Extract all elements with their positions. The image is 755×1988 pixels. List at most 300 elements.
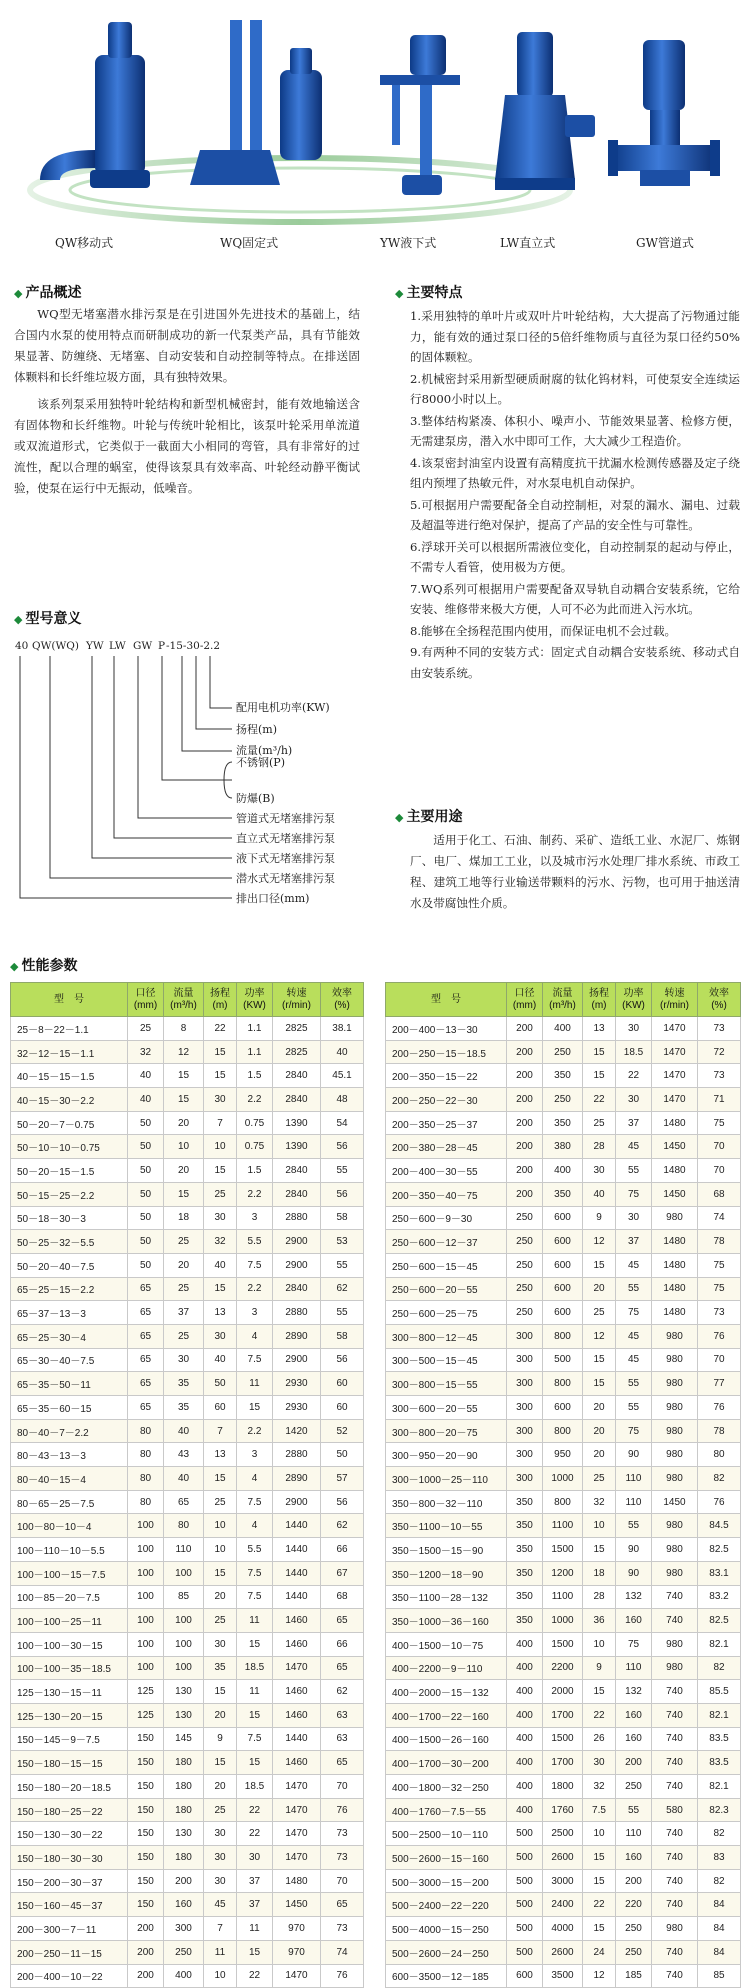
perf-cell-model: 300－800－12－45 [386,1324,507,1348]
perf-cell-model: 400－2000－15－132 [386,1680,507,1704]
perf-cell-model: 500－2600－15－160 [386,1846,507,1870]
perf-cell-diameter: 500 [507,1940,543,1964]
perf-cell-efficiency: 50 [321,1443,364,1467]
perf-cell-flow: 25 [164,1230,204,1254]
perf-cell-head: 9 [583,1656,616,1680]
perf-header-head: 扬程 (m) [583,983,616,1017]
perf-cell-diameter: 50 [128,1230,164,1254]
perf-cell-head: 10 [583,1632,616,1656]
perf-cell-flow: 100 [164,1632,204,1656]
perf-cell-head: 15 [583,1846,616,1870]
perf-cell-efficiency: 48 [321,1088,364,1112]
perf-cell-diameter: 400 [507,1680,543,1704]
perf-cell-efficiency: 56 [321,1182,364,1206]
perf-cell-efficiency: 70 [321,1869,364,1893]
perf-cell-power: 22 [616,1064,652,1088]
perf-cell-efficiency: 74 [698,1206,741,1230]
table-row [11,1727,364,1751]
perf-cell-efficiency: 78 [698,1419,741,1443]
perf-cell-power: 22 [237,1822,273,1846]
perf-cell-head: 9 [204,1727,237,1751]
table-row [11,1372,364,1396]
perf-cell-model: 50－18－30－3 [11,1206,128,1230]
perf-cell-efficiency: 83 [698,1846,741,1870]
perf-cell-power: 160 [616,1727,652,1751]
perf-cell-power: 75 [616,1632,652,1656]
perf-cell-power: 15 [237,1751,273,1775]
perf-cell-model: 150－160－45－37 [11,1893,128,1917]
perf-cell-model: 32－12－15－1.1 [11,1040,128,1064]
perf-cell-diameter: 80 [128,1443,164,1467]
perf-cell-model: 600－3500－12－185 [386,1964,507,1988]
perf-cell-efficiency: 73 [698,1301,741,1325]
perf-cell-flow: 100 [164,1609,204,1633]
perf-cell-efficiency: 82.1 [698,1632,741,1656]
perf-cell-flow: 40 [164,1419,204,1443]
perf-cell-diameter: 80 [128,1419,164,1443]
table-row [386,1277,741,1301]
perf-cell-head: 22 [583,1703,616,1727]
perf-cell-efficiency: 73 [321,1822,364,1846]
perf-cell-head: 25 [583,1467,616,1491]
perf-cell-efficiency: 38.1 [321,1017,364,1041]
perf-cell-diameter: 400 [507,1632,543,1656]
perf-cell-model: 300－950－20－90 [386,1443,507,1467]
table-row [11,1822,364,1846]
table-row [11,1443,364,1467]
perf-cell-head: 30 [583,1159,616,1183]
perf-cell-speed: 1480 [652,1253,698,1277]
perf-cell-speed: 980 [652,1348,698,1372]
perf-cell-flow: 300 [164,1917,204,1941]
perf-cell-speed: 740 [652,1609,698,1633]
perf-cell-power: 2.2 [237,1182,273,1206]
perf-cell-power: 7.5 [237,1561,273,1585]
table-row [11,1846,364,1870]
perf-cell-efficiency: 62 [321,1514,364,1538]
perf-cell-power: 160 [616,1846,652,1870]
perf-cell-speed: 980 [652,1206,698,1230]
table-row [386,1632,741,1656]
perf-cell-model: 350－1000－36－160 [386,1609,507,1633]
perf-cell-speed: 980 [652,1443,698,1467]
perf-cell-head: 15 [583,1680,616,1704]
perf-cell-power: 110 [616,1467,652,1491]
perf-cell-power: 110 [616,1656,652,1680]
perf-cell-efficiency: 83.5 [698,1751,741,1775]
table-row [386,1822,741,1846]
table-row [11,1964,364,1988]
perf-cell-head: 25 [204,1490,237,1514]
perf-cell-speed: 740 [652,1775,698,1799]
perf-cell-head: 15 [204,1040,237,1064]
perf-table-right [385,982,741,1988]
label-vertical-pump: 直立式无堵塞排污泵 [236,832,335,845]
perf-cell-diameter: 65 [128,1277,164,1301]
perf-cell-power: 132 [616,1585,652,1609]
perf-cell-diameter: 50 [128,1159,164,1183]
perf-cell-flow: 100 [164,1561,204,1585]
table-row [11,1230,364,1254]
perf-cell-flow: 1100 [543,1585,583,1609]
table-row [11,1775,364,1799]
perf-cell-efficiency: 82 [698,1822,741,1846]
perf-cell-efficiency: 67 [321,1561,364,1585]
perf-cell-model: 500－4000－15－250 [386,1917,507,1941]
perf-cell-speed: 1440 [273,1538,321,1562]
table-row [386,1561,741,1585]
table-row [11,1490,364,1514]
perf-cell-model: 200－350－40－75 [386,1182,507,1206]
perf-cell-head: 20 [204,1585,237,1609]
perf-cell-flow: 400 [164,1964,204,1988]
table-row [11,1893,364,1917]
perf-cell-head: 13 [583,1017,616,1041]
perf-cell-efficiency: 55 [321,1301,364,1325]
table-row [386,1348,741,1372]
perf-cell-model: 400－2200－9－110 [386,1656,507,1680]
perf-cell-flow: 1500 [543,1632,583,1656]
perf-cell-head: 13 [204,1443,237,1467]
perf-cell-power: 15 [237,1632,273,1656]
perf-cell-diameter: 300 [507,1324,543,1348]
perf-cell-head: 45 [204,1893,237,1917]
perf-cell-model: 350－1100－10－55 [386,1514,507,1538]
perf-cell-head: 7 [204,1917,237,1941]
perf-cell-speed: 2840 [273,1277,321,1301]
perf-cell-speed: 2840 [273,1159,321,1183]
perf-cell-flow: 250 [543,1088,583,1112]
feature-item: 6.浮球开关可以根据所需液位变化，自动控制泵的起动与停止，不需专人看管，使用极为方便。 [410,539,740,574]
perf-cell-diameter: 200 [507,1040,543,1064]
perf-cell-head: 12 [583,1324,616,1348]
perf-cell-power: 7.5 [237,1727,273,1751]
perf-cell-model: 50－25－32－5.5 [11,1230,128,1254]
perf-cell-speed: 980 [652,1467,698,1491]
perf-cell-diameter: 150 [128,1846,164,1870]
perf-cell-power: 7.5 [237,1253,273,1277]
perf-cell-flow: 2000 [543,1680,583,1704]
perf-cell-flow: 37 [164,1301,204,1325]
perf-cell-model: 100－100－30－15 [11,1632,128,1656]
perf-cell-diameter: 100 [128,1514,164,1538]
table-row [386,1964,741,1988]
features-heading: ◆ 主要特点 [395,285,463,301]
perf-cell-speed: 2825 [273,1040,321,1064]
perf-cell-model: 250－600－9－30 [386,1206,507,1230]
table-row [11,1206,364,1230]
perf-cell-power: 200 [616,1751,652,1775]
perf-cell-model: 500－2600－24－250 [386,1940,507,1964]
perf-cell-efficiency: 85.5 [698,1680,741,1704]
perf-cell-flow: 380 [543,1135,583,1159]
perf-cell-flow: 600 [543,1277,583,1301]
perf-cell-power: 37 [237,1869,273,1893]
table-row [386,1703,741,1727]
perf-cell-flow: 20 [164,1159,204,1183]
pump-label-yw: YW液下式 [380,236,437,250]
perf-cell-power: 55 [616,1277,652,1301]
table-row [386,1917,741,1941]
perf-cell-speed: 2880 [273,1443,321,1467]
perf-cell-speed: 2880 [273,1206,321,1230]
perf-cell-speed: 970 [273,1917,321,1941]
qw-pump-icon [40,22,150,188]
perf-cell-efficiency: 65 [321,1893,364,1917]
perf-cell-speed: 2880 [273,1301,321,1325]
table-row [386,1680,741,1704]
perf-cell-model: 65－25－15－2.2 [11,1277,128,1301]
feature-item: 8.能够在全扬程范围内使用，而保证电机不会过载。 [410,623,677,638]
perf-cell-model: 100－100－25－11 [11,1609,128,1633]
perf-cell-model: 350－1500－15－90 [386,1538,507,1562]
perf-cell-power: 18.5 [237,1775,273,1799]
perf-cell-speed: 2890 [273,1467,321,1491]
perf-cell-diameter: 400 [507,1703,543,1727]
perf-cell-model: 350－1100－28－132 [386,1585,507,1609]
perf-cell-flow: 1760 [543,1798,583,1822]
perf-cell-speed: 1440 [273,1727,321,1751]
perf-cell-diameter: 200 [128,1940,164,1964]
perf-cell-flow: 1000 [543,1467,583,1491]
perf-cell-diameter: 200 [128,1917,164,1941]
perf-cell-flow: 180 [164,1751,204,1775]
perf-cell-speed: 580 [652,1798,698,1822]
perf-cell-model: 200－350－15－22 [386,1064,507,1088]
perf-cell-diameter: 200 [507,1135,543,1159]
perf-header-efficiency: 效率 (%) [698,983,741,1017]
perf-cell-flow: 1200 [543,1561,583,1585]
perf-cell-model: 400－1760－7.5－55 [386,1798,507,1822]
perf-cell-efficiency: 52 [321,1419,364,1443]
perf-cell-speed: 1450 [652,1182,698,1206]
perf-cell-diameter: 500 [507,1869,543,1893]
perf-cell-diameter: 150 [128,1751,164,1775]
perf-cell-model: 125－130－20－15 [11,1703,128,1727]
perf-cell-flow: 2600 [543,1846,583,1870]
perf-cell-diameter: 25 [128,1017,164,1041]
perf-cell-head: 15 [204,1561,237,1585]
model-meaning-heading: ◆ 型号意义 [14,611,82,627]
table-row [386,1467,741,1491]
table-row [11,1277,364,1301]
perf-cell-model: 65－30－40－7.5 [11,1348,128,1372]
perf-cell-efficiency: 56 [321,1490,364,1514]
perf-cell-head: 10 [583,1514,616,1538]
perf-cell-efficiency: 62 [321,1680,364,1704]
perf-cell-power: 110 [616,1822,652,1846]
pump-label-gw: GW管道式 [636,236,694,250]
perf-cell-speed: 980 [652,1561,698,1585]
perf-cell-flow: 1500 [543,1538,583,1562]
perf-cell-speed: 1470 [273,1846,321,1870]
perf-cell-speed: 1480 [652,1159,698,1183]
perf-cell-head: 25 [204,1182,237,1206]
perf-cell-efficiency: 78 [698,1230,741,1254]
perf-header-row [386,983,741,1017]
perf-cell-efficiency: 66 [321,1538,364,1562]
perf-cell-head: 15 [204,1159,237,1183]
perf-cell-speed: 1460 [273,1751,321,1775]
perf-cell-model: 40－15－15－1.5 [11,1064,128,1088]
table-row [11,1040,364,1064]
pump-label-qw: QW移动式 [55,236,114,250]
perf-cell-model: 50－15－25－2.2 [11,1182,128,1206]
perf-cell-flow: 15 [164,1088,204,1112]
perf-cell-flow: 12 [164,1040,204,1064]
perf-cell-flow: 1000 [543,1609,583,1633]
perf-cell-model: 200－300－7－11 [11,1917,128,1941]
perf-cell-efficiency: 84 [698,1893,741,1917]
label-pipeline-pump: 管道式无堵塞排污泵 [236,812,335,825]
table-row [11,1514,364,1538]
perf-cell-flow: 600 [543,1230,583,1254]
perf-cell-model: 200－250－22－30 [386,1088,507,1112]
label-explosion-proof: 防爆(B) [236,792,275,805]
perf-cell-diameter: 400 [507,1798,543,1822]
perf-table-left [10,982,364,1988]
perf-cell-model: 100－100－35－18.5 [11,1656,128,1680]
table-row [386,1490,741,1514]
perf-cell-speed: 2840 [273,1088,321,1112]
table-row [11,1656,364,1680]
perf-cell-efficiency: 76 [698,1324,741,1348]
perf-cell-diameter: 300 [507,1467,543,1491]
table-row [11,1064,364,1088]
perf-cell-diameter: 300 [507,1443,543,1467]
code-part-gw: GW [133,640,153,652]
label-head: 扬程(m) [236,723,278,736]
perf-cell-speed: 980 [652,1396,698,1420]
perf-cell-head: 15 [204,1064,237,1088]
perf-cell-power: 220 [616,1893,652,1917]
perf-cell-diameter: 65 [128,1348,164,1372]
table-row [11,1869,364,1893]
table-row [11,1301,364,1325]
perf-cell-flow: 3500 [543,1964,583,1988]
perf-cell-model: 350－800－32－110 [386,1490,507,1514]
perf-cell-efficiency: 84 [698,1917,741,1941]
perf-cell-speed: 2930 [273,1372,321,1396]
perf-cell-head: 20 [583,1443,616,1467]
product-hero [0,0,755,255]
perf-cell-model: 400－1500－10－75 [386,1632,507,1656]
perf-cell-speed: 1460 [273,1609,321,1633]
perf-cell-flow: 4000 [543,1917,583,1941]
perf-cell-diameter: 150 [128,1798,164,1822]
table-row [386,1798,741,1822]
perf-header-flow: 流量 (m³/h) [164,983,204,1017]
perf-cell-flow: 180 [164,1798,204,1822]
perf-cell-flow: 25 [164,1277,204,1301]
perf-cell-power: 90 [616,1561,652,1585]
perf-cell-efficiency: 73 [321,1917,364,1941]
overview-heading: ◆ 产品概述 [14,285,82,301]
perf-cell-model: 100－100－15－7.5 [11,1561,128,1585]
perf-cell-model: 65－35－60－15 [11,1396,128,1420]
perf-cell-efficiency: 65 [321,1656,364,1680]
perf-cell-power: 30 [616,1088,652,1112]
perf-cell-power: 45 [616,1324,652,1348]
perf-cell-power: 250 [616,1917,652,1941]
perf-cell-speed: 1470 [273,1656,321,1680]
perf-cell-diameter: 50 [128,1135,164,1159]
perf-cell-model: 150－180－30－30 [11,1846,128,1870]
perf-cell-speed: 1450 [652,1490,698,1514]
perf-cell-model: 200－250－15－18.5 [386,1040,507,1064]
perf-cell-head: 10 [204,1135,237,1159]
overview-paragraph: 该系列泵采用独特叶轮结构和新型机械密封，能有效地输送含有固体物和长纤维物。叶轮与传统叶轮相比，该泵叶轮采用单流道或双流道形式，它类似于一截面大小相同的弯管，具有非常好的过流性，配以合理的蜗室，使得该泵具有效率高、叶轮经动静平衡试验，使泵在运行中无振动，低噪音。 [14,397,360,495]
perf-cell-flow: 800 [543,1324,583,1348]
perf-cell-efficiency: 76 [698,1490,741,1514]
perf-cell-speed: 2825 [273,1017,321,1041]
table-row [11,1088,364,1112]
perf-cell-head: 20 [583,1277,616,1301]
perf-cell-flow: 800 [543,1490,583,1514]
feature-item: 7.WQ系列可根据用户需要配备双导轨自动耦合安装系统，它给安装、维修带来极大方便，人可不必为此而进入污水坑。 [410,581,740,616]
perf-cell-head: 40 [204,1348,237,1372]
perf-cell-model: 50－20－15－1.5 [11,1159,128,1183]
perf-cell-speed: 980 [652,1324,698,1348]
perf-cell-efficiency: 56 [321,1135,364,1159]
perf-cell-speed: 1440 [273,1514,321,1538]
perf-cell-power: 110 [616,1490,652,1514]
perf-cell-efficiency: 82.1 [698,1703,741,1727]
table-row [386,1869,741,1893]
perf-cell-head: 15 [204,1751,237,1775]
perf-cell-flow: 2400 [543,1893,583,1917]
perf-cell-power: 3 [237,1206,273,1230]
perf-cell-flow: 10 [164,1135,204,1159]
perf-cell-flow: 1500 [543,1727,583,1751]
perf-cell-diameter: 32 [128,1040,164,1064]
perf-cell-diameter: 100 [128,1609,164,1633]
perf-header-model: 型 号 [386,983,507,1017]
perf-cell-model: 400－1700－30－200 [386,1751,507,1775]
perf-cell-diameter: 350 [507,1561,543,1585]
perf-cell-diameter: 80 [128,1467,164,1491]
label-outlet-diameter: 排出口径(mm) [236,892,310,905]
table-row [11,1182,364,1206]
perf-cell-head: 60 [204,1396,237,1420]
perf-cell-speed: 980 [652,1917,698,1941]
perf-cell-efficiency: 58 [321,1324,364,1348]
perf-cell-head: 25 [583,1301,616,1325]
perf-cell-efficiency: 57 [321,1467,364,1491]
perf-cell-flow: 130 [164,1822,204,1846]
perf-cell-flow: 110 [164,1538,204,1562]
perf-cell-speed: 970 [273,1940,321,1964]
perf-cell-model: 150－180－20－18.5 [11,1775,128,1799]
table-row [11,1703,364,1727]
perf-cell-efficiency: 70 [698,1348,741,1372]
perf-cell-speed: 1460 [273,1703,321,1727]
perf-cell-power: 5.5 [237,1230,273,1254]
perf-cell-flow: 1100 [543,1514,583,1538]
perf-cell-efficiency: 70 [698,1135,741,1159]
perf-cell-power: 11 [237,1609,273,1633]
pump-illustrations [0,0,755,232]
perf-cell-head: 30 [204,1088,237,1112]
perf-cell-head: 32 [204,1230,237,1254]
perf-cell-diameter: 300 [507,1396,543,1420]
table-row [386,1585,741,1609]
perf-header-flow: 流量 (m³/h) [543,983,583,1017]
perf-cell-power: 90 [616,1443,652,1467]
perf-cell-speed: 2890 [273,1324,321,1348]
perf-cell-flow: 3000 [543,1869,583,1893]
perf-cell-speed: 1450 [652,1135,698,1159]
